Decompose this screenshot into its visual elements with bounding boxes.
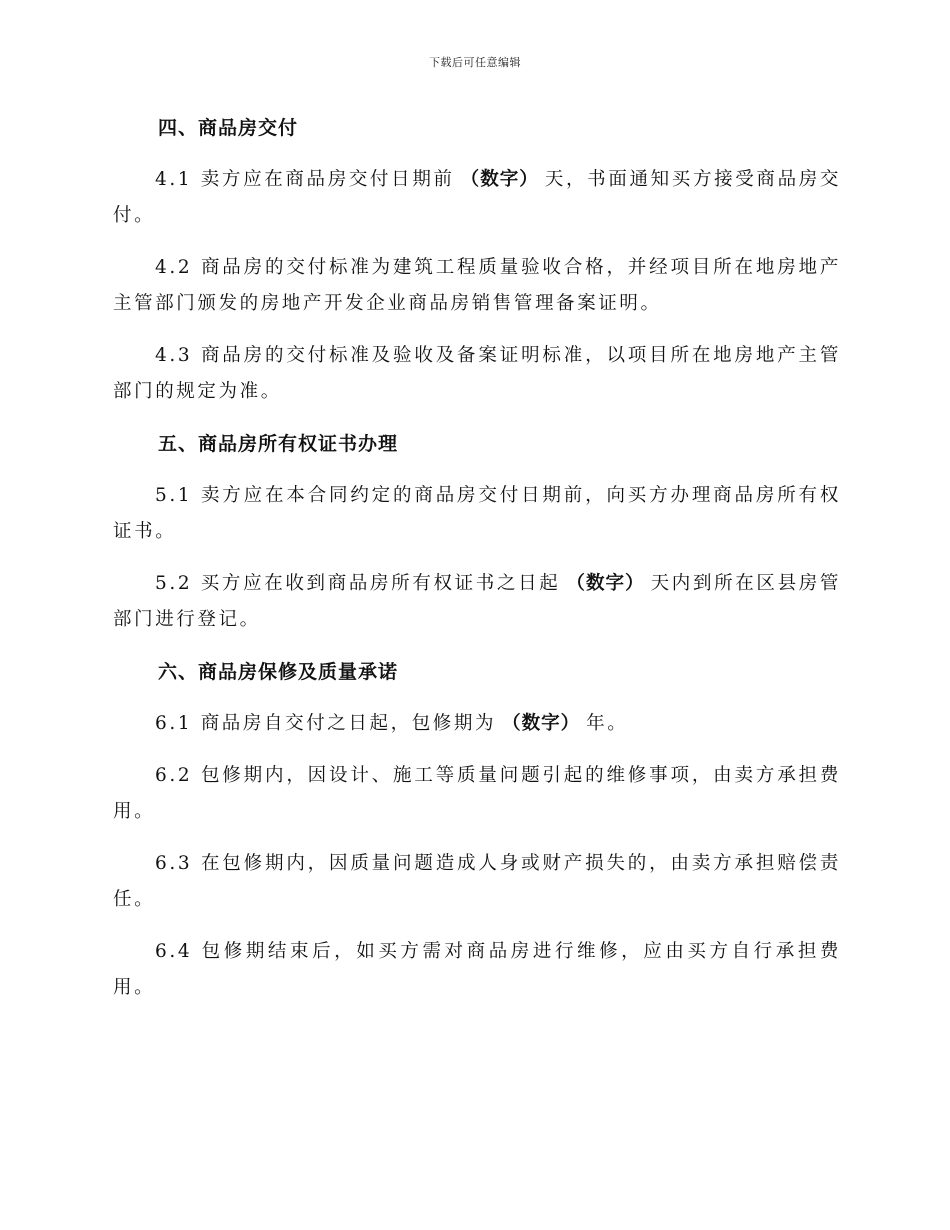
clause-6-4: 6.4 包修期结束后，如买方需对商品房进行维修，应由买方自行承担费用。	[113, 941, 841, 998]
number-blank: （数字）	[502, 713, 581, 734]
clause-6-3: 6.3 在包修期内，因质量问题造成人身或财产损失的，由卖方承担赔偿责任。	[113, 853, 841, 910]
clause-5-2	[113, 566, 841, 638]
clause-6-2: 6.2 包修期内，因设计、施工等质量问题引起的维修事项，由卖方承担费用。	[113, 765, 841, 822]
clause-text: 年。	[586, 713, 629, 734]
document-body	[113, 110, 841, 1022]
clause-text: 4.1 卖方应在商品房交付日期前	[155, 169, 455, 190]
clause-text: 5.2 买方应在收到商品房所有权证书之日起	[155, 573, 561, 594]
clause-4-1	[113, 162, 841, 234]
clause-4-2: 4.2 商品房的交付标准为建筑工程质量验收合格，并经项目所在地房地产主管部门颁发的房地产开发企业商品房销售管理备案证明。	[113, 257, 841, 314]
section-heading-delivery: 四、商品房交付	[158, 117, 299, 139]
section-heading-ownership-certificate: 五、商品房所有权证书办理	[158, 433, 399, 455]
clause-6-1	[113, 706, 841, 742]
clause-4-3: 4.3 商品房的交付标准及验收及备案证明标准，以项目所在地房地产主管部门的规定为准。	[113, 345, 841, 402]
number-blank: （数字）	[460, 169, 539, 190]
clause-text: 6.1 商品房自交付之日起，包修期为	[155, 713, 497, 734]
page-header-note: 下载后可任意编辑	[429, 56, 521, 69]
clause-text: 天内到所在区县房管部门进行登记。	[113, 573, 841, 630]
clause-5-1: 5.1 卖方应在本合同约定的商品房交付日期前，向买方办理商品房所有权证书。	[113, 485, 841, 542]
number-blank: （数字）	[566, 573, 645, 594]
section-heading-warranty: 六、商品房保修及质量承诺	[158, 661, 399, 683]
clause-text: 天，书面通知买方接受商品房交付。	[113, 169, 842, 226]
